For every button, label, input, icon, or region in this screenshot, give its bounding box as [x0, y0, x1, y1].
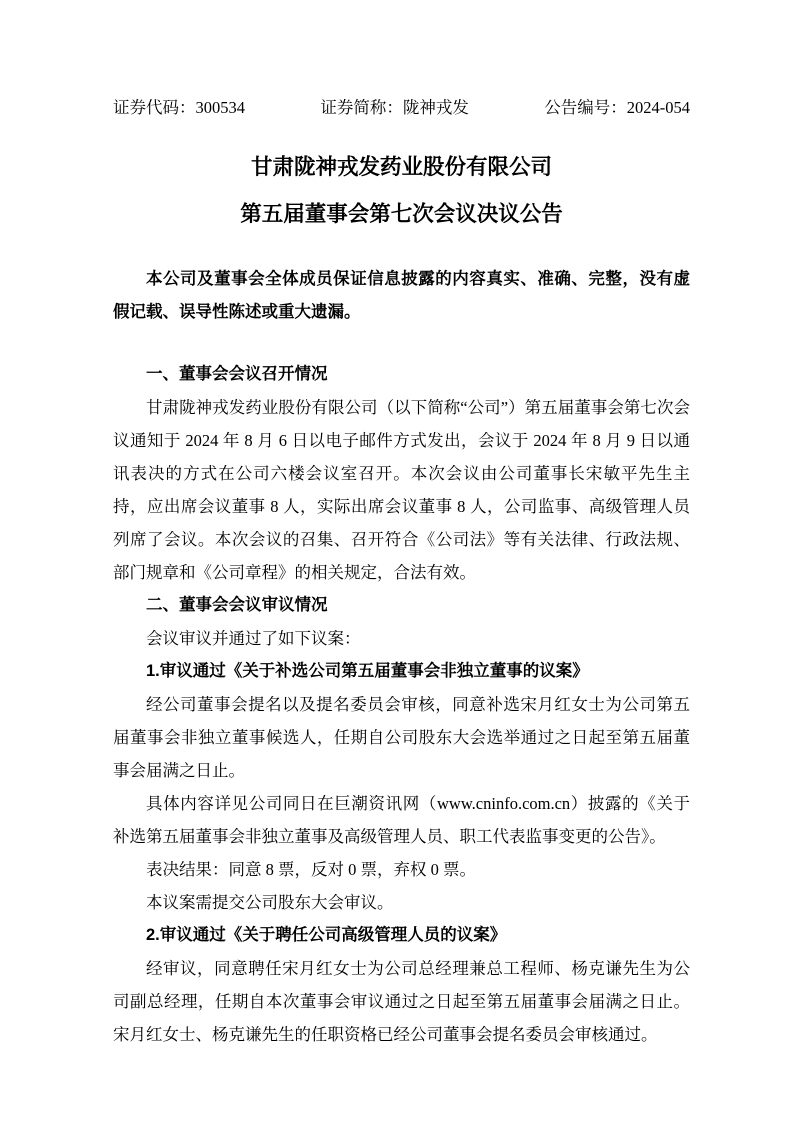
item2-paragraph-1: 经审议，同意聘任宋月红女士为公司总经理兼总工程师、杨克谦先生为公司副总经理，任期自本次董事会审议通过之日起至第五届董事会届满之日止。宋月红女士、杨克谦先生的任职资格已经公司董事会提名委员会审核通过。: [113, 959, 690, 1044]
item1-heading: 1.审议通过《关于补选公司第五届董事会非独立董事的议案》: [146, 662, 589, 680]
item1-paragraph-2: 具体内容详见公司同日在巨潮资讯网（www.cninfo.com.cn）披露的《关于补选第五届董事会非独立董事及高级管理人员、职工代表监事变更的公告》。: [113, 794, 690, 846]
section2-intro: 会议审议并通过了如下议案：: [146, 629, 361, 648]
section1-heading: 一、董事会会议召开情况: [146, 365, 328, 383]
document-header-row: [113, 98, 690, 118]
document-body: [113, 358, 690, 1051]
disclaimer-paragraph: 本公司及董事会全体成员保证信息披露的内容真实、准确、完整，没有虚假记载、误导性陈述或重大遗漏。: [113, 270, 690, 321]
item1-vote-result: 表决结果：同意 8 票，反对 0 票，弃权 0 票。: [146, 860, 476, 879]
section1-paragraph: 甘肃陇神戎发药业股份有限公司（以下简称“公司”）第五届董事会第七次会议通知于 2024 年 8 月 6 日以电子邮件方式发出，会议于 2024 年 8 月 9 日以通讯表决的方式在公司六楼会议室召开。本次会议由公司董事长宋敏平先生主持，应出席会议董事 8 人，实际出席会议董事 8 人，公司监事、高级管理人员列席了会议。本次会议的召集、召开符合《公司法》等有关法律、行政法规、部门规章和《公司章程》的相关规定，合法有效。: [113, 398, 690, 582]
stock-code-label: 证券代码：300534: [113, 98, 245, 117]
announcement-number-label: 公告编号：2024-054: [544, 98, 690, 117]
item1-note: 本议案需提交公司股东大会审议。: [146, 893, 394, 912]
item1-paragraph-1: 经公司董事会提名以及提名委员会审核，同意补选宋月红女士为公司第五届董事会非独立董事候选人，任期自公司股东大会选举通过之日起至第五届董事会届满之日止。: [113, 695, 690, 780]
announcement-title: 第五届董事会第七次会议决议公告: [240, 202, 563, 226]
section2-heading: 二、董事会会议审议情况: [146, 596, 328, 614]
stock-name-label: 证券简称：陇神戎发: [320, 98, 469, 117]
company-name-title: 甘肃陇神戎发药业股份有限公司: [250, 155, 552, 179]
item2-heading: 2.审议通过《关于聘任公司高级管理人员的议案》: [146, 926, 507, 944]
